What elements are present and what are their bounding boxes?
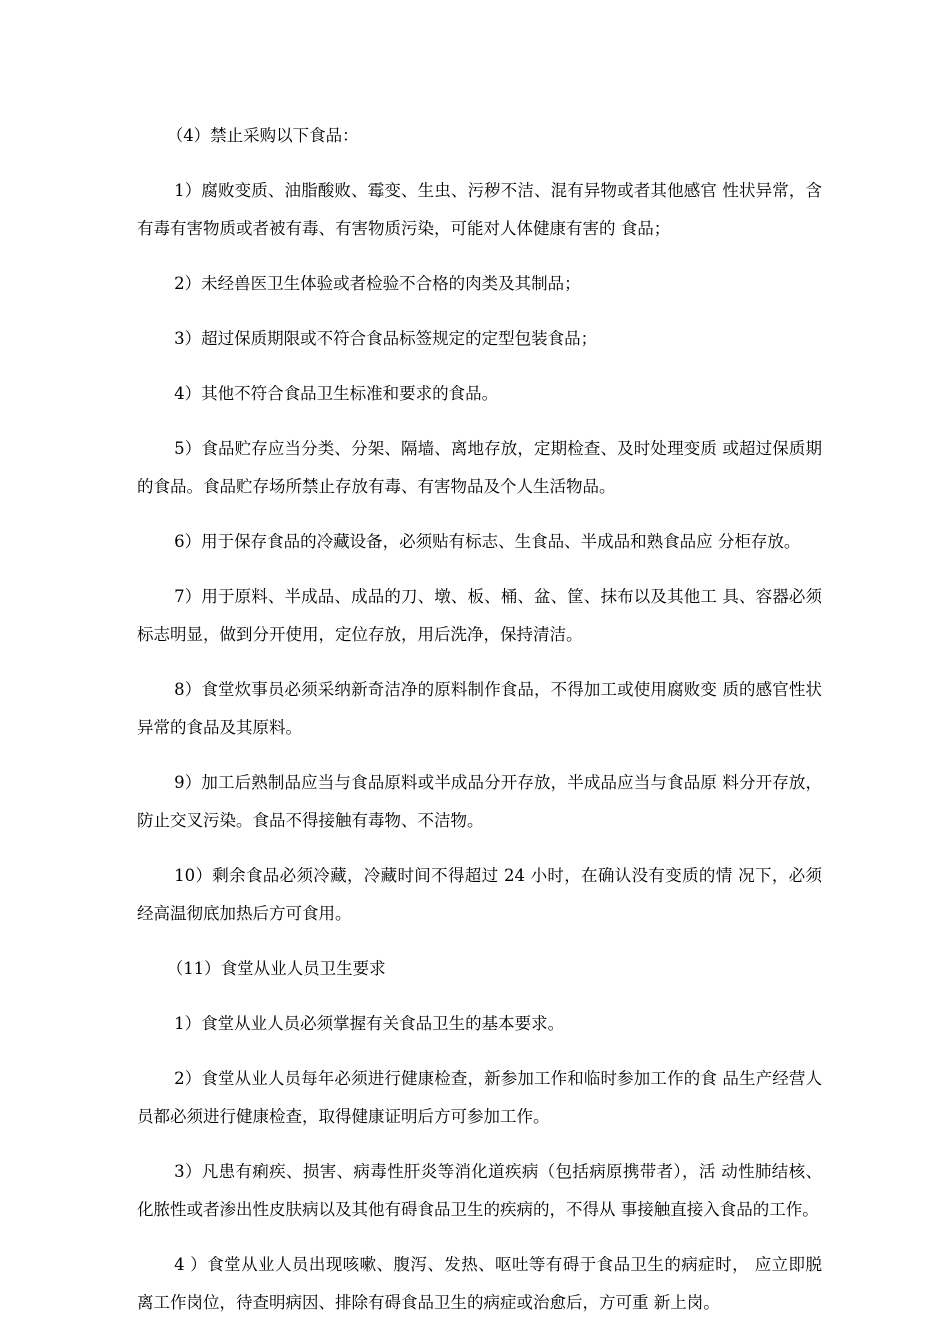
paragraph-staff-item-3: 3）凡患有痢疾、损害、病毒性肝炎等消化道疾病（包括病原携带者），活 动性肺结核、化脓性或者渗出性皮肤病以及其他有碍食品卫生的疾病的，不得从 事接触直接入食品的工作。	[137, 1162, 822, 1219]
paragraph-item-7: 7）用于原料、半成品、成品的刀、墩、板、桶、盆、筐、抹布以及其他工 具、容器必须标志明显，做到分开使用，定位存放，用后洗净，保持清洁。	[137, 587, 822, 644]
section-heading-prohibited-purchases: （4）禁止采购以下食品：	[166, 126, 359, 145]
paragraph-staff-item-2: 2）食堂从业人员每年必须进行健康检查，新参加工作和临时参加工作的食 品生产经营人员都必须进行健康检查，取得健康证明后方可参加工作。	[137, 1069, 822, 1126]
paragraph-item-8: 8）食堂炊事员必须采纳新奇洁净的原料制作食品，不得加工或使用腐败变 质的感官性状异常的食品及其原料。	[137, 680, 822, 737]
paragraph-item-1: 1）腐败变质、油脂酸败、霉变、生虫、污秽不洁、混有异物或者其他感官 性状异常，含有毒有害物质或者被有毒、有害物质污染，可能对人体健康有害的 食品；	[137, 181, 822, 238]
paragraph-item-10: 10）剩余食品必须冷藏，冷藏时间不得超过 24 小时，在确认没有变质的情 况下，必须经高温彻底加热后方可食用。	[137, 866, 822, 923]
document-page	[137, 117, 822, 1339]
paragraph-item-6: 6）用于保存食品的冷藏设备，必须贴有标志、生食品、半成品和熟食品应 分柜存放。	[174, 532, 801, 551]
paragraph-staff-item-1: 1）食堂从业人员必须掌握有关食品卫生的基本要求。	[174, 1014, 565, 1033]
paragraph-item-3: 3）超过保质期限或不符合食品标签规定的定型包装食品；	[174, 329, 598, 348]
paragraph-item-5: 5）食品贮存应当分类、分架、隔墙、离地存放，定期检查、及时处理变质 或超过保质期的食品。食品贮存场所禁止存放有毒、有害物品及个人生活物品。	[137, 439, 822, 496]
paragraph-staff-item-4: 4 ）食堂从业人员出现咳嗽、腹泻、发热、呕吐等有碍于食品卫生的病症时， 应立即脱离工作岗位，待查明病因、排除有碍食品卫生的病症或治愈后，方可重 新上岗。	[137, 1255, 822, 1312]
paragraph-item-9: 9）加工后熟制品应当与食品原料或半成品分开存放，半成品应当与食品原 料分开存放，防止交叉污染。食品不得接触有毒物、不洁物。	[137, 773, 822, 830]
paragraph-item-2: 2）未经兽医卫生体验或者检验不合格的肉类及其制品；	[174, 274, 581, 293]
paragraph-item-4: 4）其他不符合食品卫生标准和要求的食品。	[174, 384, 499, 403]
section-heading-staff-hygiene: （11）食堂从业人员卫生要求	[166, 959, 386, 978]
